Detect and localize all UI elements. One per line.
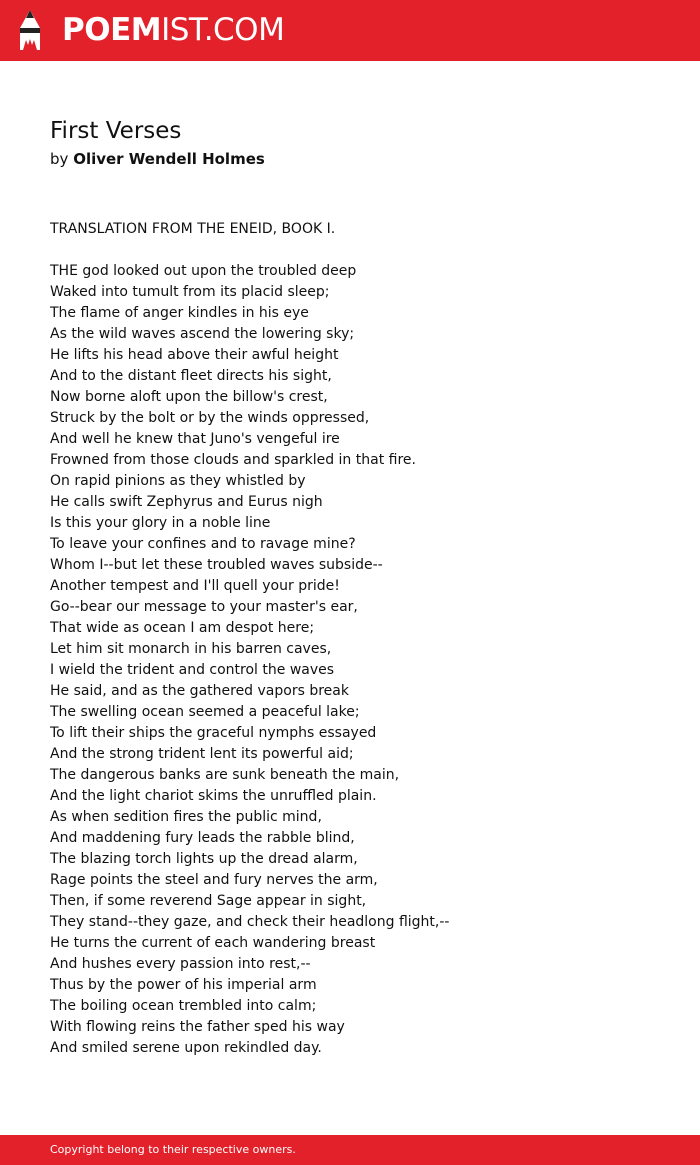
poem-line: The blazing torch lights up the dread alarm, bbox=[50, 851, 358, 867]
pen-nib-icon[interactable] bbox=[18, 9, 42, 51]
site-footer bbox=[0, 1135, 700, 1165]
poem-line: To leave your confines and to ravage mine? bbox=[50, 536, 356, 552]
poem-line: On rapid pinions as they whistled by bbox=[50, 473, 306, 489]
poem-line: He turns the current of each wandering breast bbox=[50, 935, 376, 951]
poem-line: THE god looked out upon the troubled deep bbox=[50, 263, 357, 279]
copyright-text: Copyright belong to their respective owners. bbox=[50, 1143, 296, 1156]
by-label: by bbox=[50, 150, 69, 168]
poem-line: Is this your glory in a noble line bbox=[50, 515, 271, 531]
poem-line: Rage points the steel and fury nerves the arm, bbox=[50, 872, 378, 888]
author-name: Oliver Wendell Holmes bbox=[73, 150, 265, 168]
poem-line: The swelling ocean seemed a peaceful lake; bbox=[50, 704, 360, 720]
site-logo-text[interactable] bbox=[62, 12, 284, 48]
byline bbox=[50, 149, 265, 169]
poem-line: Frowned from those clouds and sparkled in that fire. bbox=[50, 452, 416, 468]
poem-line: He said, and as the gathered vapors break bbox=[50, 683, 349, 699]
poem-line: And maddening fury leads the rabble blind, bbox=[50, 830, 355, 846]
poem-line: The dangerous banks are sunk beneath the main, bbox=[50, 767, 400, 783]
poem-line: And hushes every passion into rest,-- bbox=[50, 956, 311, 972]
poem-line: I wield the trident and control the waves bbox=[50, 662, 335, 678]
poem-line: And well he knew that Juno's vengeful ire bbox=[50, 431, 340, 447]
poem-line: Whom I--but let these troubled waves subside-- bbox=[50, 557, 383, 573]
poem-line: He lifts his head above their awful height bbox=[50, 347, 339, 363]
poem-line: To lift their ships the graceful nymphs essayed bbox=[50, 725, 377, 741]
poem-line: The boiling ocean trembled into calm; bbox=[50, 998, 317, 1014]
brand-light: IST.COM bbox=[161, 12, 285, 48]
poem-subtitle: TRANSLATION FROM THE ENEID, BOOK I. bbox=[50, 221, 336, 237]
poem-line: Struck by the bolt or by the winds oppressed, bbox=[50, 410, 370, 426]
poem-line: Then, if some reverend Sage appear in sight, bbox=[50, 893, 367, 909]
poem-line: He calls swift Zephyrus and Eurus nigh bbox=[50, 494, 323, 510]
site-header bbox=[0, 0, 700, 61]
brand-bold: POEM bbox=[62, 12, 162, 48]
poem-line: With flowing reins the father sped his way bbox=[50, 1019, 345, 1035]
poem-line: Waked into tumult from its placid sleep; bbox=[50, 284, 330, 300]
poem-title: First Verses bbox=[50, 118, 182, 144]
poem-line: The flame of anger kindles in his eye bbox=[50, 305, 309, 321]
poem-line: Now borne aloft upon the billow's crest, bbox=[50, 389, 328, 405]
poem-line: And smiled serene upon rekindled day. bbox=[50, 1040, 322, 1056]
poem-line: Let him sit monarch in his barren caves, bbox=[50, 641, 332, 657]
poem-line: And to the distant fleet directs his sight, bbox=[50, 368, 332, 384]
poem-line: And the light chariot skims the unruffled plain. bbox=[50, 788, 377, 804]
poem-line: As when sedition fires the public mind, bbox=[50, 809, 322, 825]
poem-line: And the strong trident lent its powerful aid; bbox=[50, 746, 354, 762]
poem-line: That wide as ocean I am despot here; bbox=[50, 620, 315, 636]
poem-body bbox=[50, 261, 449, 1059]
poem-line: Go--bear our message to your master's ear, bbox=[50, 599, 358, 615]
poem-line: Another tempest and I'll quell your pride! bbox=[50, 578, 340, 594]
poem-line: Thus by the power of his imperial arm bbox=[50, 977, 317, 993]
poem-line: They stand--they gaze, and check their headlong flight,-- bbox=[50, 914, 450, 930]
poem-line: As the wild waves ascend the lowering sky; bbox=[50, 326, 355, 342]
